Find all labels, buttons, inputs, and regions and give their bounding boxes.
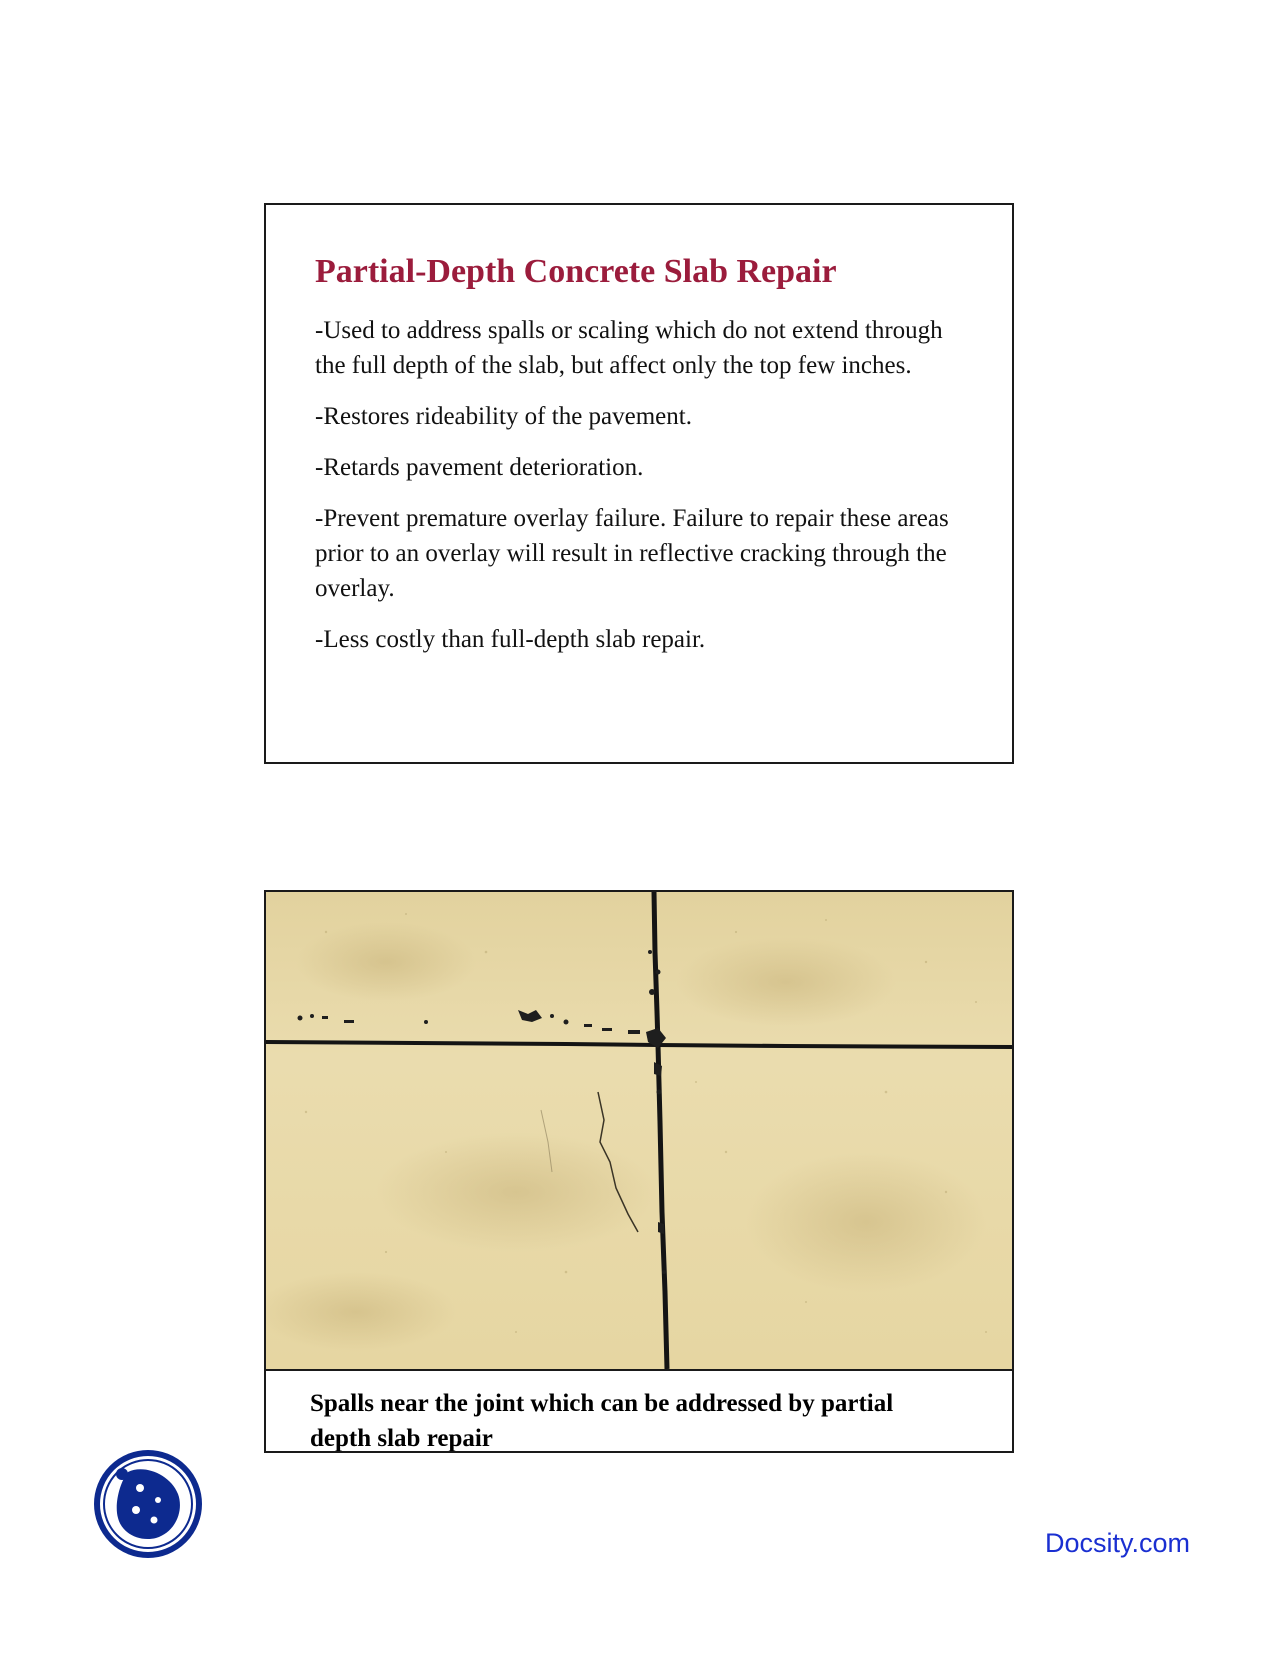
bullet-item: -Restores rideability of the pavement.: [315, 403, 692, 430]
bullet-item: -Prevent premature overlay failure. Failure to repair these areas prior to an overlay will result in reflective cracking through the overlay.: [315, 505, 949, 602]
docsity-logo-icon: [92, 1448, 204, 1560]
slide-bottom: [264, 890, 1014, 1453]
stain-mark: [746, 1152, 986, 1292]
caption-divider: [266, 1369, 1012, 1371]
stain-mark: [296, 922, 476, 1002]
stain-mark: [376, 1132, 656, 1252]
slide-bullet-list: [315, 313, 955, 673]
docsity-brand-link[interactable]: Docsity.com: [1044, 1528, 1190, 1558]
photo-caption: Spalls near the joint which can be addressed by partial depth slab repair: [310, 1390, 894, 1452]
slide-title: Partial-Depth Concrete Slab Repair: [315, 253, 837, 290]
bullet-item: -Less costly than full-depth slab repair.: [315, 626, 706, 653]
concrete-slab-photo: [266, 892, 1012, 1369]
bullet-item: -Used to address spalls or scaling which do not extend through the full depth of the slab, but affect only the top few inches.: [315, 317, 943, 379]
stain-mark: [676, 937, 896, 1027]
bullet-item: -Retards pavement deterioration.: [315, 454, 644, 481]
slide-top: [264, 203, 1014, 764]
